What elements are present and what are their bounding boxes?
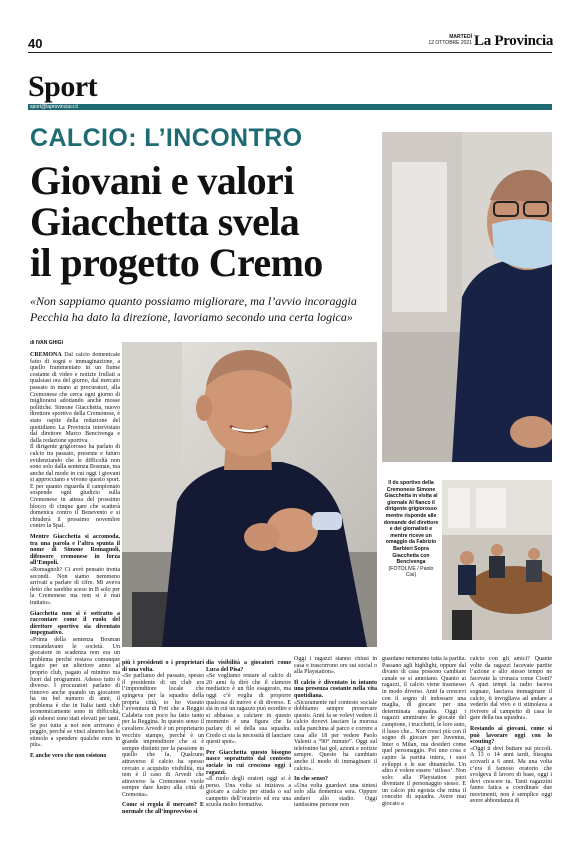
article-question: Giacchetta non si è sottratto a raccontare come il ruolo del direttore sportivo sia diventato impegnativo.	[30, 610, 120, 637]
article-paragraph: «Il ruolo degli oratori oggi si è perso. Una volta si iniziava a giocare a calcio per strada o sul campetto dell’oratorio ed era una scuola molto formativa.	[206, 776, 291, 809]
article-column-5	[382, 656, 466, 842]
article-question: dia visibilità a giocatori come Luca del Pisa?	[206, 660, 291, 673]
article-paragraph: «Prima della sentenza Bosman comandavano le società. Un giocatore in scadenza non era un problema perché restava comunque legato per un ulteriore anno al proprio club, pagato al minimo ma fuori dal programmi. Adesso tutto è diverso. I procuratori parlano di rinnovo anche quando un giocatore ha un bel numero di anni, il problema è che in Italia tanti club economicamente sono in difficoltà, gli esborsi sono stati elevati per tanti. Se poi tutta a noi non arrivano è peggio, perché se vinci almeno hai lo stimolo a spendere qualche euro in più».	[30, 636, 120, 749]
small-photo-meeting	[442, 480, 552, 640]
section-title: Sport	[28, 70, 98, 103]
newspaper-masthead: La Provincia	[474, 33, 554, 49]
article-paragraph: guardano nemmeno tutta la partita. Passano agli highlight, oppure dal divano di casa possono cambiare canale se si annoiano. Quanto ai ragazzi, il calcio viene trasmesso in modo diverso. Anni fa crescevi con il sogno di indossare una maglia, di giocare per una determinata squadra. Oggi i ragazzi ammirano le giocate del campione, i trucchetti, le loro auto, il lusso che... Non cresci più con il sogno di giocare per Juventus, Inter o Milan, ma desideri come quel personaggio. Poi uno cosa e capire la partita intera, i suoi sviluppi e le sue dinamiche. Un altro è volere essere ‘stiloso’. Non solo: alla Playstation puoi diventare il personaggio stesso. E un calcio più egoista che mina il concetto di squadra. Avere mai giocato a	[382, 656, 466, 808]
article-kicker: CALCIO: L’INCONTRO	[30, 124, 303, 152]
article-column-3	[206, 656, 291, 842]
article-question: E anche vero che non esistono	[30, 753, 107, 760]
article-column-4	[294, 656, 377, 842]
article-question: Per Giacchetta questo bisogno nasce soprattutto dal contesto sociale in cui crescono oggi i ragazzi.	[206, 749, 291, 776]
issue-date	[410, 34, 472, 46]
photo-caption	[383, 480, 439, 579]
issue-full-date: 12 OTTOBRE 2021	[428, 40, 472, 46]
headline-line: il progetto Cremo	[30, 240, 323, 285]
article-column-1	[30, 352, 120, 842]
article-paragraph: «Se vogliamo restare al calcio di 20 anni fa dirò che il clamore mediatico è un filo esagerato, ma oggi c’è voglia di proporre qualcosa di nuovo e di diverso. E stà in cui un ragazzo può esordire e si abbassa a calciare in questo momento è una figura che fa parlare di sé della sua squadra. Credo ci sia la necessità di lanciare questi spot».	[206, 673, 291, 746]
article-question: Restando ai giovani, come si può lavorare oggi con lo scouting?	[470, 725, 552, 746]
article-dateline: CREMONA	[30, 352, 62, 358]
main-photo-giacchetta	[122, 342, 377, 647]
header-divider	[28, 52, 552, 53]
article-byline: di IVAN GHIGI	[30, 340, 63, 346]
article-question: Mentre Giacchetta si accomoda, tra una parola e l’altra spunta il nome di Simone Romagnoli, difensore cremonese in forza all’Empoli.	[30, 534, 120, 567]
article-question: più i presidenti o i proprietari di una volta.	[122, 660, 204, 673]
article-subhead: «Non sappiamo quanto possiamo migliorare, ma l’avvio incoraggia Pecchia ha dato la direzione, lavoriamo secondo una certa logica»	[30, 294, 357, 324]
article-headline	[30, 160, 375, 283]
issue-day: MARTEDÌ	[449, 34, 472, 40]
caption-text: Il ds sportivo della Cremonese Simone Giacchetta in visita al giornale Al fianco il dirigente grigiorosso mentre risponde alle domande del direttore e dei giornalisti e mentre riceve un omaggio da Fabrizio Barbieri Sopra Giacchetta con Bencivenga	[383, 480, 439, 566]
article-paragraph: «Sicuramente nel contesto sociale dobbiamo sempre preservare questo. Anni fa se volevi vedere il calcio dovevi lasciare la morosa sulla panchina al parco e correre a casa alle 18 per vedere Paolo Valenti a “90° minuto”. Oggi sul telefonino hai gol, azioni e notizie sempre. Questo ha cambiato anche il modo di immaginare il calcio».	[294, 699, 377, 772]
article-paragraph: «Una volta guardavi una sintesi solo alla domenica sera. Oppure andavi allo stadio. Oggi tantissime persone non	[294, 782, 377, 809]
article-column-2	[122, 656, 204, 842]
article-paragraph: calcio con gli amici? Quante volte da ragazzi facevate partite l’azione e allo stesso tempo ne facevate la cronaca come Cioni? A quei tempi la radio faceva sognare, lasciava immaginare il calcio, ti invogliava ad andare a vederlo dal vivo e ti stimolava a rivivere al campetto di casa le gare della tua squadra».	[470, 656, 552, 722]
article-paragraph: Oggi i ragazzi stanno chiusi in casa e trascorrono ore sui social o alla Playstation».	[294, 656, 377, 676]
article-paragraph: «Se parliamo del passato, spesso il presidente di un club era l’imprenditore locale che spingeva per la squadra della propria città, io ho vissuto l’avventura di Foti che a Reggio Calabria con poco ha fatto tanto per la Reggina. In questo senso il cavaliere Arvedi è un proprietario vecchio stampo, perché è un grande imprenditore che si è sempre distinto per la passione in quello che fa. Qualcuno attraverso il calcio ha spesso cercato e acquisito visibilità, ma non è il caso di Arvedi che attraverso la Cremonese vuole sempre dare lustro alla città di Cremona».	[122, 673, 204, 798]
caption-credit: (FOTOLIVE / Paolo Cisi)	[388, 565, 434, 579]
page-number: 40	[28, 36, 43, 51]
article-paragraph: CREMONA Dal calcio domenicale fatto di sogni e immaginazione, a quello frammentato in un fiume costante di video e notizie frullati a qualsiasi ora del giorno, dal mercato passato in mano ai procuratori, alla Cremonese che cerca ogni giorno di migliorarsi adottando anche mosse politiche. Simone Giacchetta, nuovo direttore sportivo della Cremonese, è stato ospite della redazione del quotidiano La Provincia intervistato dal direttore Marco Bencivenga e dalla redazione sportiva.	[30, 352, 120, 444]
headline-line: Giacchetta svela	[30, 199, 300, 244]
headline-line: Giovani e valori	[30, 158, 294, 203]
article-column-6	[470, 656, 552, 842]
article-paragraph: «Romagnoli? Ci avrò pensato trenta secondi. Non siamo nemmeno arrivati a parlare di cifre. Mi aveva detto che sarebbe sceso in B solo per la Cremonese ma non si è mai trattato».	[30, 567, 120, 606]
article-paragraph: «Oggi ti devi buttare sui piccoli. A 13 o 14 anni tardi, bisogna scovarli a 6 anni. Ma una volta c’era il famoso oratorio che svolgeva il lavoro di base, oggi i devi crescere tu. Tanti ragazzini fanno fatica a coordinare due movimenti, non è semplice oggi avere abbondanza di	[470, 745, 552, 805]
section-email: sport@laprovinciacr.it	[30, 104, 78, 110]
side-photo-giacchetta-mask	[382, 132, 552, 462]
section-bar	[28, 104, 552, 110]
article-question: Come si regola il mercato? E normale che all’improvviso si	[122, 802, 204, 816]
article-paragraph: Il dirigente grigiorosso ha parlato di calcio tra passato, presente e futuro evidenziando che le difficoltà non sono solo dalla sentenza Bosman, ma anche dal modo in cui oggi i giovani si approcciano e vivono questo sport. E per quanto riguarda il campionato sospende ogni giudizio sulla Cremonese in attesa del prossimo blocco di cinque gare che scatterà domenica contro il Benevento e si chiuderà il prossimo novembre contro la Spal.	[30, 444, 120, 530]
article-question: Il calcio è diventato in intanto una presenza costante nella vita quotidiana.	[294, 679, 377, 699]
article-question: In che senso?	[294, 776, 329, 783]
